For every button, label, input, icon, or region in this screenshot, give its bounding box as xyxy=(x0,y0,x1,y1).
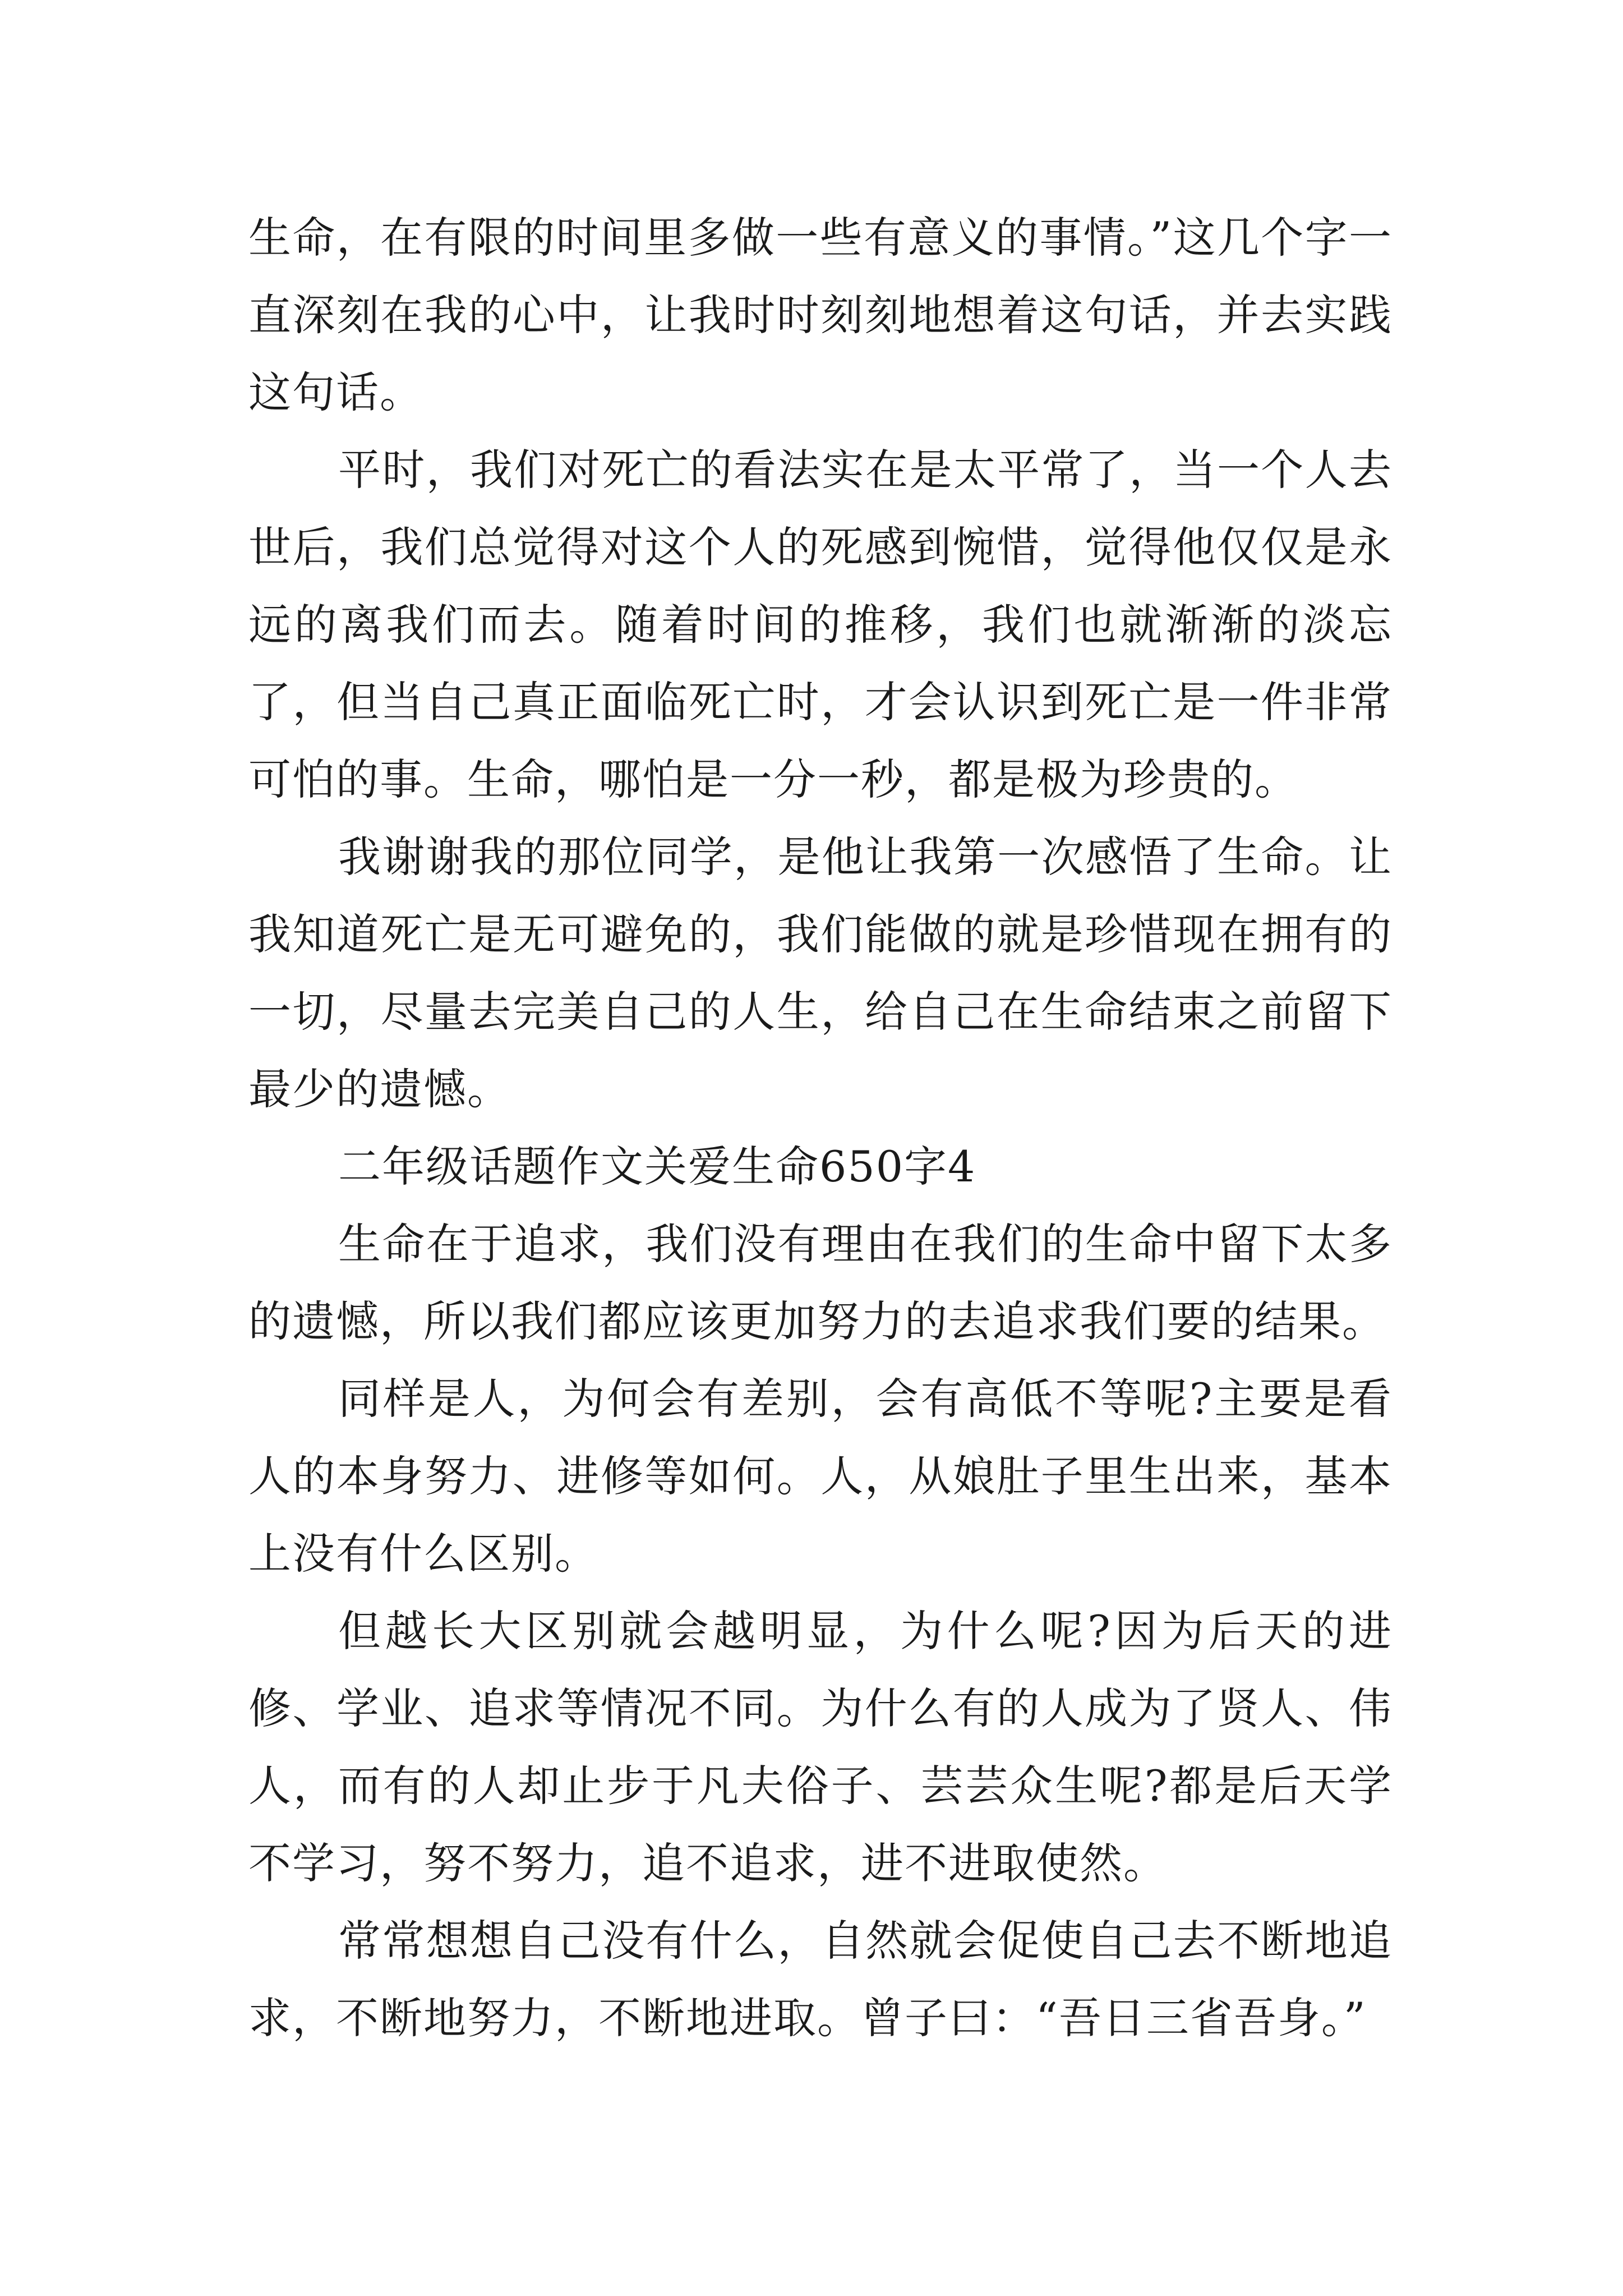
paragraph-3: 我谢谢我的那位同学，是他让我第一次感悟了生命。让我知道死亡是无可避免的，我们能做的就是珍惜现在拥有的一切，尽量去完美自己的人生，给自己在生命结束之前留下最少的遗憾。 xyxy=(248,832,1393,1114)
paragraph-6: 但越长大区别就会越明显，为什么呢?因为后天的进修、学业、追求等情况不同。为什么有的人成为了贤人、伟人，而有的人却止步于凡夫俗子、芸芸众生呢?都是后天学不学习，努不努力，追不追求，进不进取使然。 xyxy=(248,1606,1393,1888)
paragraph-1: 生命，在有限的时间里多做一些有意义的事情。”这几个字一直深刻在我的心中，让我时时刻刻地想着这句话，并去实践这句话。 xyxy=(248,213,1393,417)
document-body xyxy=(248,199,1393,2057)
paragraph-2: 平时，我们对死亡的看法实在是太平常了，当一个人去世后，我们总觉得对这个人的死感到惋惜，觉得他仅仅是永远的离我们而去。随着时间的推移，我们也就渐渐的淡忘了，但当自己真正面临死亡时，才会认识到死亡是一件非常可怕的事。生命，哪怕是一分一秒，都是极为珍贵的。 xyxy=(248,445,1393,804)
paragraph-7: 常常想想自己没有什么，自然就会促使自己去不断地追求，不断地努力，不断地进取。曾子曰：“吾日三省吾身。” xyxy=(248,1916,1393,2043)
section-heading: 二年级话题作文关爱生命650字4 xyxy=(338,1142,976,1191)
paragraph-4: 生命在于追求，我们没有理由在我们的生命中留下太多的遗憾，所以我们都应该更加努力的去追求我们要的结果。 xyxy=(248,1219,1393,1346)
paragraph-5: 同样是人，为何会有差别，会有高低不等呢?主要是看人的本身努力、进修等如何。人，从娘肚子里生出来，基本上没有什么区别。 xyxy=(248,1374,1393,1579)
